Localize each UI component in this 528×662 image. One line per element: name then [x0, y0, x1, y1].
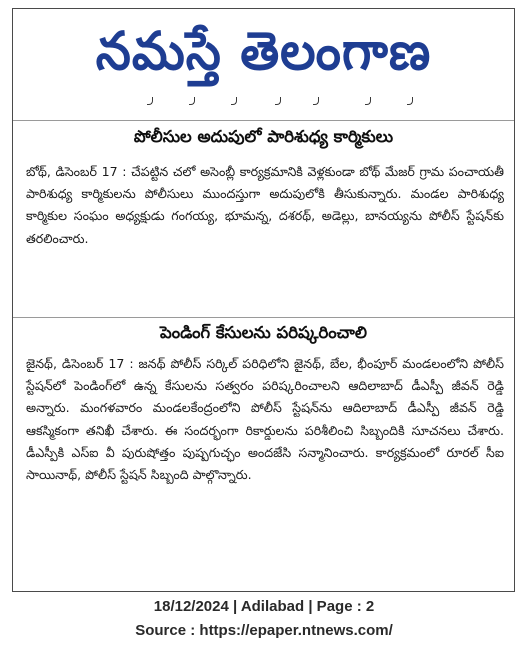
clipped-text-fragment — [13, 97, 514, 107]
article-2-headline: పెండింగ్ కేసులను పరిష్కరించాలి — [160, 323, 367, 342]
divider-line — [13, 120, 514, 121]
clipping-frame — [12, 8, 515, 592]
masthead — [13, 9, 514, 93]
article-2-body: జైనథ్, డిసెంబర్ 17 : జనథ్ పోలీస్ సర్కిల్ పరిధిలోని జైనథ్, బేల, భీంపూర్ మండలంలోని పోలీస్ స్టేషన్‌లో పెండింగ్‌లో ఉన్న కేసులను సత్వరం పరిష్కరించాలని ఆదిలాబాద్ డీఎస్పీ జీవన్ రెడ్డి అన్నారు. మంగళవారం మండలకేంద్రంలోని పోలీస్ స్టేషన్‌ను ఆదిలాబాద్ డీఎస్పీ జీవన్ రెడ్డి ఆకస్మికంగా తనిఖీ చేశారు. ఈ సందర్భంగా రికార్డులను పరిశీలించి సిబ్బందికి సూచనలు చేశారు. డీఎస్పీకి ఎస్ఐ వీ పురుషోత్తం పుష్పగుచ్ఛం అందజేసి సన్మానించారు. కార్యక్రమంలో రూరల్ సీఐ సాయినాథ్, పోలీస్ స్టేషన్ సిబ్బంది పాల్గొన్నారు. — [26, 356, 504, 483]
article-1-body: బోథ్, డిసెంబర్ 17 : చేపట్టిన చలో అసెంబ్లీ కార్యక్రమానికి వెళ్లకుండా బోథ్ మేజర్ గ్రామ పంచాయతీ పారిశుధ్య కార్మికులను పోలీసులు ముందస్తుగా అదుపులోకి తీసుకున్నారు. మండల పారిశుధ్య కార్మికుల సంఘం అధ్యక్షుడు గంగయ్య, భూమన్న, దశరథ్, అడెల్లు, బానయ్యను పోలీస్ స్టేషన్‌కు తరలించారు. — [26, 164, 504, 246]
masthead-title: నమస్తే తెలంగాణ — [95, 20, 432, 82]
divider-line — [13, 317, 514, 318]
footer-source: Source : https://epaper.ntnews.com/ — [135, 622, 393, 639]
article-1-headline: పోలీసుల అదుపులో పారిశుధ్య కార్మికులు — [133, 127, 394, 146]
footer-dateline: 18/12/2024 | Adilabad | Page : 2 — [153, 598, 375, 615]
